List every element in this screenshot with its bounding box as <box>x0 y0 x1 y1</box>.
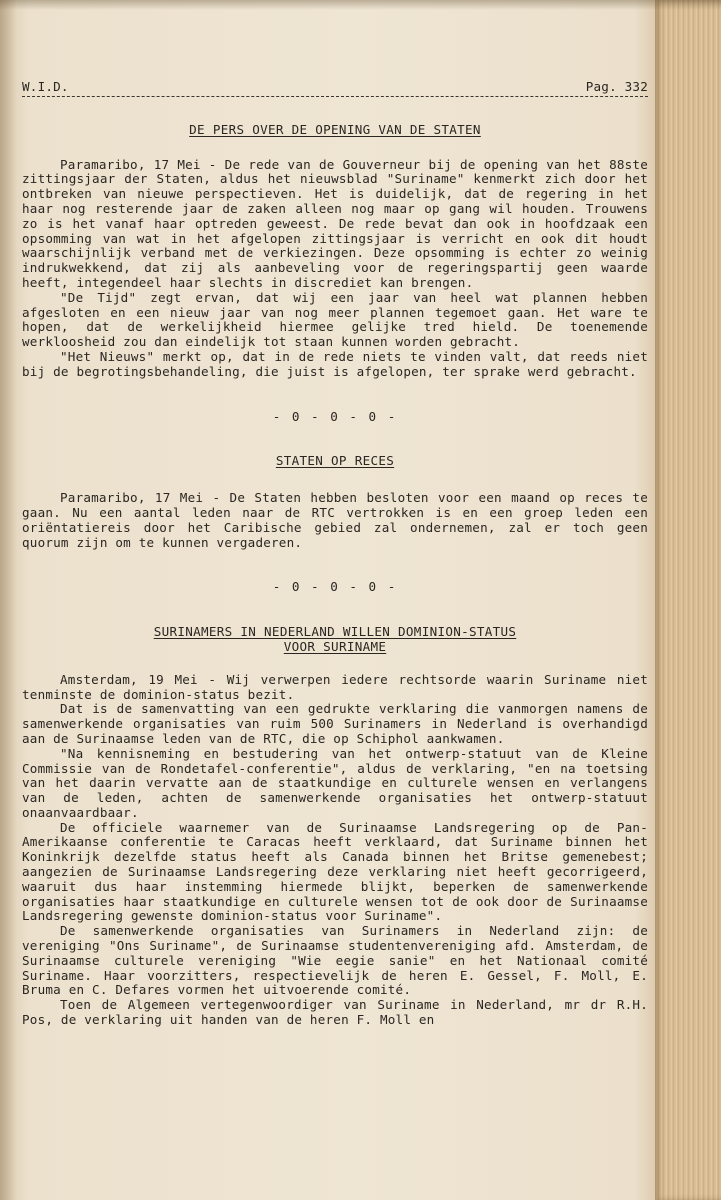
separator: - 0 - 0 - 0 - <box>272 579 398 595</box>
section-body-1 <box>22 158 648 380</box>
paragraph: Paramaribo, 17 Mei - De rede van de Gouverneur bij de opening van het 88ste zittingsjaar der Staten, aldus het nieuwsblad "Suriname" kenmerkt zich door het ontbreken van nieuwe perspectieven. Het is duidelijk, dat de regering in het haar nog resterende jaar de zaken alleen nog maar op gang wil houden. Trouwens zo is het vanaf haar optreden geweest. De rede bevat dan ook in hoofdzaak een opsomming van wat in het afgelopen zittingsjaar is verricht en ook dit houdt waarschijnlijk verband met de verkiezingen. Deze opsomming is echter zo weinig indrukwekkend, dat zij als aanbeveling voor de regeringspartij geen waarde heeft, integendeel haar slechts in discrediet kan brengen. <box>22 156 648 290</box>
paragraph: De officiele waarnemer van de Surinaamse Landsregering op de Pan-Amerikaanse conferentie te Caracas heeft verklaard, dat Suriname binnen het Koninkrijk dezelfde status heeft als Canada binnen het Britse gemenebest; aangezien de Surinaamse Landsregering deze verklaring niet heeft gecorrigeerd, waaruit dus haar instemming hiermede blijkt, beperken de samenwerkende organisaties haar staatkundige en culturele wensen tot de ook door de Surinaamse Landsregering gewenste dominion-status voor Suriname". <box>22 819 648 924</box>
section-body-3 <box>22 673 648 1028</box>
paragraph: Amsterdam, 19 Mei - Wij verwerpen iedere rechtsorde waarin Suriname niet tenminste de dominion-status bezit. <box>22 671 648 702</box>
paragraph: "Na kennisneming en bestudering van het ontwerp-statuut van de Kleine Commissie van de Rondetafel-conferentie", aldus de verklaring, "en na toetsing van het daarin vervatte aan de staatkundige en culturele wensen en verlangens van de leden, achten de samenwerkende organisaties het ontwerp-statuut onaanvaardbaar. <box>22 745 648 820</box>
section-title-3-line-2: VOOR SURINAME <box>283 638 387 654</box>
paragraph: Toen de Algemeen vertegenwoordiger van Suriname in Nederland, mr dr R.H. Pos, de verklaring uit handen van de heren F. Moll en <box>22 997 648 1028</box>
publication-code: W.I.D. <box>22 79 69 94</box>
section-title-1: DE PERS OVER DE OPENING VAN DE STATEN <box>189 121 481 137</box>
section-body-2 <box>22 491 648 550</box>
page-number: Pag. 332 <box>585 79 648 94</box>
book-binding <box>0 0 18 1200</box>
page-header <box>22 80 648 97</box>
paragraph: "De Tijd" zegt ervan, dat wij een jaar van heel wat plannen hebben afgesloten en een nieuw jaar van nog meer plannen tegemoet gaan. Het ware te hopen, dat de werkelijkheid hiermee gelijke tred hield. De toenemende werkloosheid zou dan eindelijk tot staan kunnen worden gebracht. <box>22 289 648 350</box>
section-title-3-line-1: SURINAMERS IN NEDERLAND WILLEN DOMINION-STATUS <box>153 624 517 640</box>
paragraph: De samenwerkende organisaties van Surinamers in Nederland zijn: de vereniging "Ons Suriname", de Surinaamse studentenvereniging afd. Amsterdam, de Surinaamse culturele vereniging "Wie eegie sanie" en het Nationaal comité Suriname. Haar voorzitters, respectievelijk de heren E. Gessel, F. Moll, E. Bruma en C. Defares vormen het uitvoerende comité. <box>22 923 648 998</box>
top-shadow <box>0 0 721 10</box>
paragraph: "Het Nieuws" merkt op, dat in de rede niets te vinden valt, dat reeds niet bij de begrotingsbehandeling, die juist is afgelopen, ter sprake werd gebracht. <box>22 348 648 379</box>
separator: - 0 - 0 - 0 - <box>272 408 398 424</box>
page-edges <box>655 0 721 1200</box>
typewritten-text <box>22 80 648 1028</box>
section-title-2: STATEN OP RECES <box>275 453 395 469</box>
paragraph: Dat is de samenvatting van een gedrukte verklaring die vanmorgen namens de samenwerkende organisaties van ruim 500 Surinamers in Nederland is overhandigd aan de Surinaamse leden van de RTC, die op Schiphol aankwamen. <box>22 701 648 746</box>
paragraph: Paramaribo, 17 Mei - De Staten hebben besloten voor een maand op reces te gaan. Nu een aantal leden naar de RTC vertrokken is en een groep leden een oriëntatiereis door het Caribische gebied zal ondernemen, zal er toch geen quorum zijn om te kunnen vergaderen. <box>22 490 648 550</box>
